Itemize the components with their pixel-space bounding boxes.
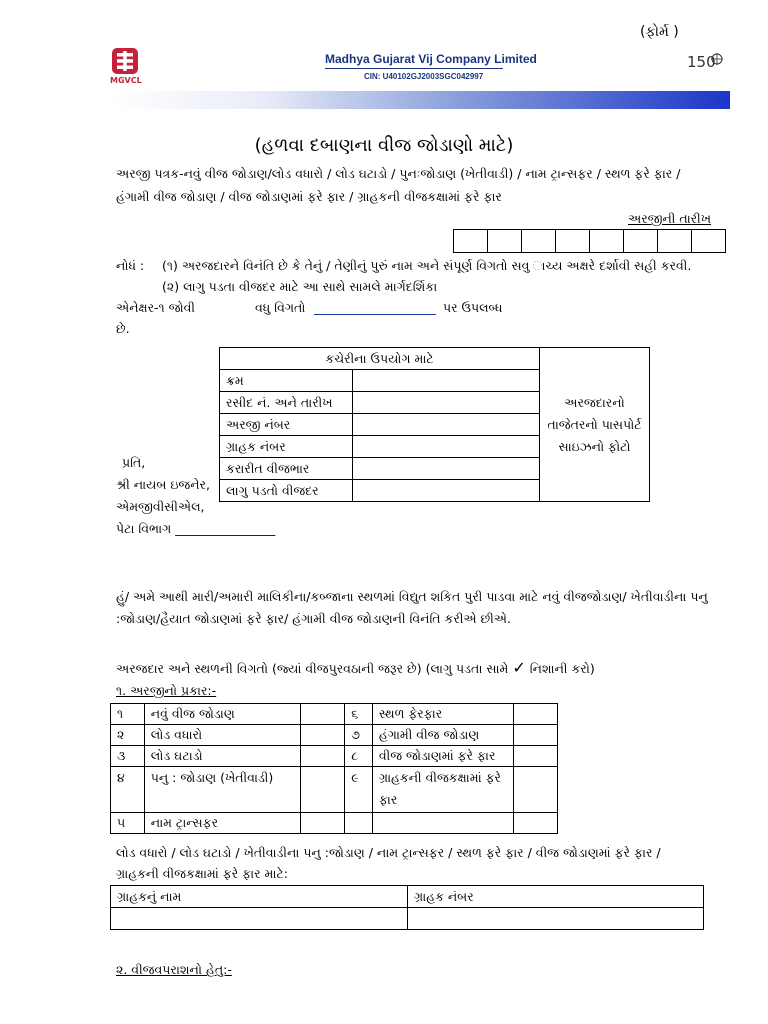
form-number: (ફોર્મ ) [640,24,679,40]
type-checkbox[interactable] [513,704,557,725]
intro-line-1: અરજી પત્રક-નવું વીજ જોડાણ/લોડ વધારો / લોડ ઘટાડો / પુનઃજોડાણ (ખેતીવાડી) / નામ ટ્રાન્સફર / સ્થળ ફરે ફાર / [116,166,681,181]
office-row-value[interactable] [353,458,540,480]
date-box[interactable] [522,230,556,253]
customer-number-header: ગ્રાહક નંબર [408,886,704,908]
change-types-line-2: ગ્રાહકની વીજકક્ષામાં ફરે ફાર માટે: [116,866,288,881]
office-row-label: ક્રમ [220,370,353,392]
type-checkbox[interactable] [301,746,345,767]
type-label-multiline [372,767,513,813]
type-label: હંગામી વીજ જોડાણ [372,725,513,746]
logo-text: MGVCL [110,76,142,85]
date-box[interactable] [590,230,624,253]
type-label: નામ ટ્રાન્સફર [144,813,301,834]
applicant-details-line [116,660,595,677]
type-number: ૭ [345,725,373,746]
cin-number: CIN: U40102GJ2003SGC042997 [364,72,484,81]
applicant-details-text: અરજદાર અને સ્થળની વિગતો (જ્યાં વીજપુરવઠાની જરૂર છે) (લાગુ પડતા સામે [116,661,509,676]
request-paragraph-1: હું/ અમે આથી મારી/અમારી માલિકીના/કબ્જાના સ્થળમાં વિદ્યુત શકિત પુરી પાડવા માટે નવું વીજજોડાણ/ ખેતીવાડીના પનુ [116,589,708,604]
type-number: ૧ [111,704,145,725]
type-number: ૫ [111,813,145,834]
type-checkbox[interactable] [513,725,557,746]
website-link-blank[interactable] [314,314,436,315]
to-mgvcl: એમજીવીસીએલ, [116,499,205,514]
office-row-label: રસીદ નં. અને તારીખ [220,392,353,414]
date-box[interactable] [658,230,692,253]
office-row-value[interactable] [353,392,540,414]
page-title: (હળવા દબાણના વીજ જોડાણો માટે) [254,135,514,156]
note-2: (૨) લાગુ પડતા વીજદર માટે આ સાથે સામલે માર્ગદર્શિકા [162,279,438,294]
office-row-label: કરારીત વીજભાર [220,458,353,480]
type-checkbox[interactable] [301,704,345,725]
to-subdivision[interactable]: પેટા વિભાગ ________________ [116,521,276,536]
type-checkbox[interactable] [513,767,557,813]
type-checkbox[interactable] [513,746,557,767]
type-number: ૨ [111,725,145,746]
office-row-label: અરજી નંબર [220,414,353,436]
company-name: Madhya Gujarat Vij Company Limited [325,52,537,66]
intro-line-2: હંગામી વીજ જોડાણ / વીજ જોડાણમાં ફરે ફાર / ગ્રાહકની વીજકક્ષામાં ફરે ફાર [116,189,502,204]
application-date-boxes[interactable] [453,229,726,253]
request-paragraph-2: :જોડાણ/હૈયાત જોડાણમાં ફરે ફાર/ હંગામી વીજ જોડાણની વિનંતિ કરીએ છીએ. [116,611,511,626]
customer-name-header: ગ્રાહકનું નામ [111,886,408,908]
type-label: લોડ ઘટાડો [144,746,301,767]
to-deputy-engineer: શ્રી નાયબ ઇજનેર, [116,477,210,492]
type-empty [372,813,513,834]
to-salutation: પ્રતિ, [122,455,146,470]
date-box[interactable] [454,230,488,253]
date-box[interactable] [692,230,726,253]
type-number: ૯ [345,767,373,813]
photo-box[interactable] [540,348,650,502]
date-box[interactable] [556,230,590,253]
photo-line-3: સાઇઝનો ફોટો [558,438,631,454]
checkmark-icon: ✓ [512,658,526,677]
office-use-heading: કચેરીના ઉપયોગ માટે [220,348,540,370]
section-2-heading: ૨. વીજવપરાશનો હેતુ:- [116,962,232,977]
type-checkbox[interactable] [301,725,345,746]
office-use-table [219,347,650,502]
date-box[interactable] [624,230,658,253]
office-row-value[interactable] [353,370,540,392]
type-label-continued: ફાર [378,792,398,807]
note-1: (૧) અરજદારને વિનંતિ છે કે તેનું / તેણીનું પુરું નામ અને સંપૂર્ણ વિગતો સવુ ાચ્ય અક્ષરે દર્શાવી સહી કરવી. [162,258,692,273]
customer-table [110,885,704,930]
type-number: ૬ [345,704,373,725]
type-number [345,813,373,834]
type-checkbox[interactable] [301,767,345,813]
office-row-value[interactable] [353,436,540,458]
office-row-value[interactable] [353,414,540,436]
change-types-line-1: લોડ વધારો / લોડ ઘટાડો / ખેતીવાડીના પનુ :જોડાણ / નામ ટ્રાન્સફર / સ્થળ ફરે ફાર / વીજ જોડાણમાં ફરે ફાર / [116,845,661,860]
date-box[interactable] [488,230,522,253]
customer-name-field[interactable] [111,908,408,930]
note-3-annexure: એનેક્ષર-૧ જોવી [116,300,195,315]
office-row-label: લાગુ પડતો વીજદર [220,480,353,502]
type-label: વીજ જોડાણમાં ફરે ફાર [372,746,513,767]
anniversary-text: 150 [687,53,716,71]
office-row-label: ગ્રાહક નંબર [220,436,353,458]
type-label: નવું વીજ જોડાણ [144,704,301,725]
type-label: ગ્રાહકની વીજકક્ષામાં ફરે [378,770,501,785]
header-color-band [110,91,730,109]
type-number: ૮ [345,746,373,767]
photo-line-2: તાજેતરનો પાસપોર્ટ [547,416,642,432]
section-1-heading: ૧. અરજીનો પ્રકાર:- [116,683,217,698]
type-number: ૪ [111,767,145,813]
application-type-table [110,703,558,834]
note-3-end: છે. [116,321,130,336]
customer-number-field[interactable] [408,908,704,930]
notes-label: નોધં : [116,258,145,273]
photo-line-1: અરજદારનો [564,394,625,410]
type-checkbox[interactable] [513,813,557,834]
type-label: પનુ : જોડાણ (ખેતીવાડી) [144,767,301,813]
150-years-logo-icon [686,49,724,75]
type-label: લોડ વધારો [144,725,301,746]
mgvcl-logo-icon [112,48,138,74]
application-date-label: અરજીની તારીખ [628,211,711,226]
company-underline [325,68,503,69]
type-checkbox[interactable] [301,813,345,834]
note-3-more-details: વધુ વિગતો [255,300,306,315]
applicant-details-suffix: નિશાની કરો) [529,661,595,676]
note-3-available: પર ઉપલબ્ધ [443,300,503,315]
type-number: ૩ [111,746,145,767]
type-label: સ્થળ ફેરફાર [372,704,513,725]
office-row-value[interactable] [353,480,540,502]
